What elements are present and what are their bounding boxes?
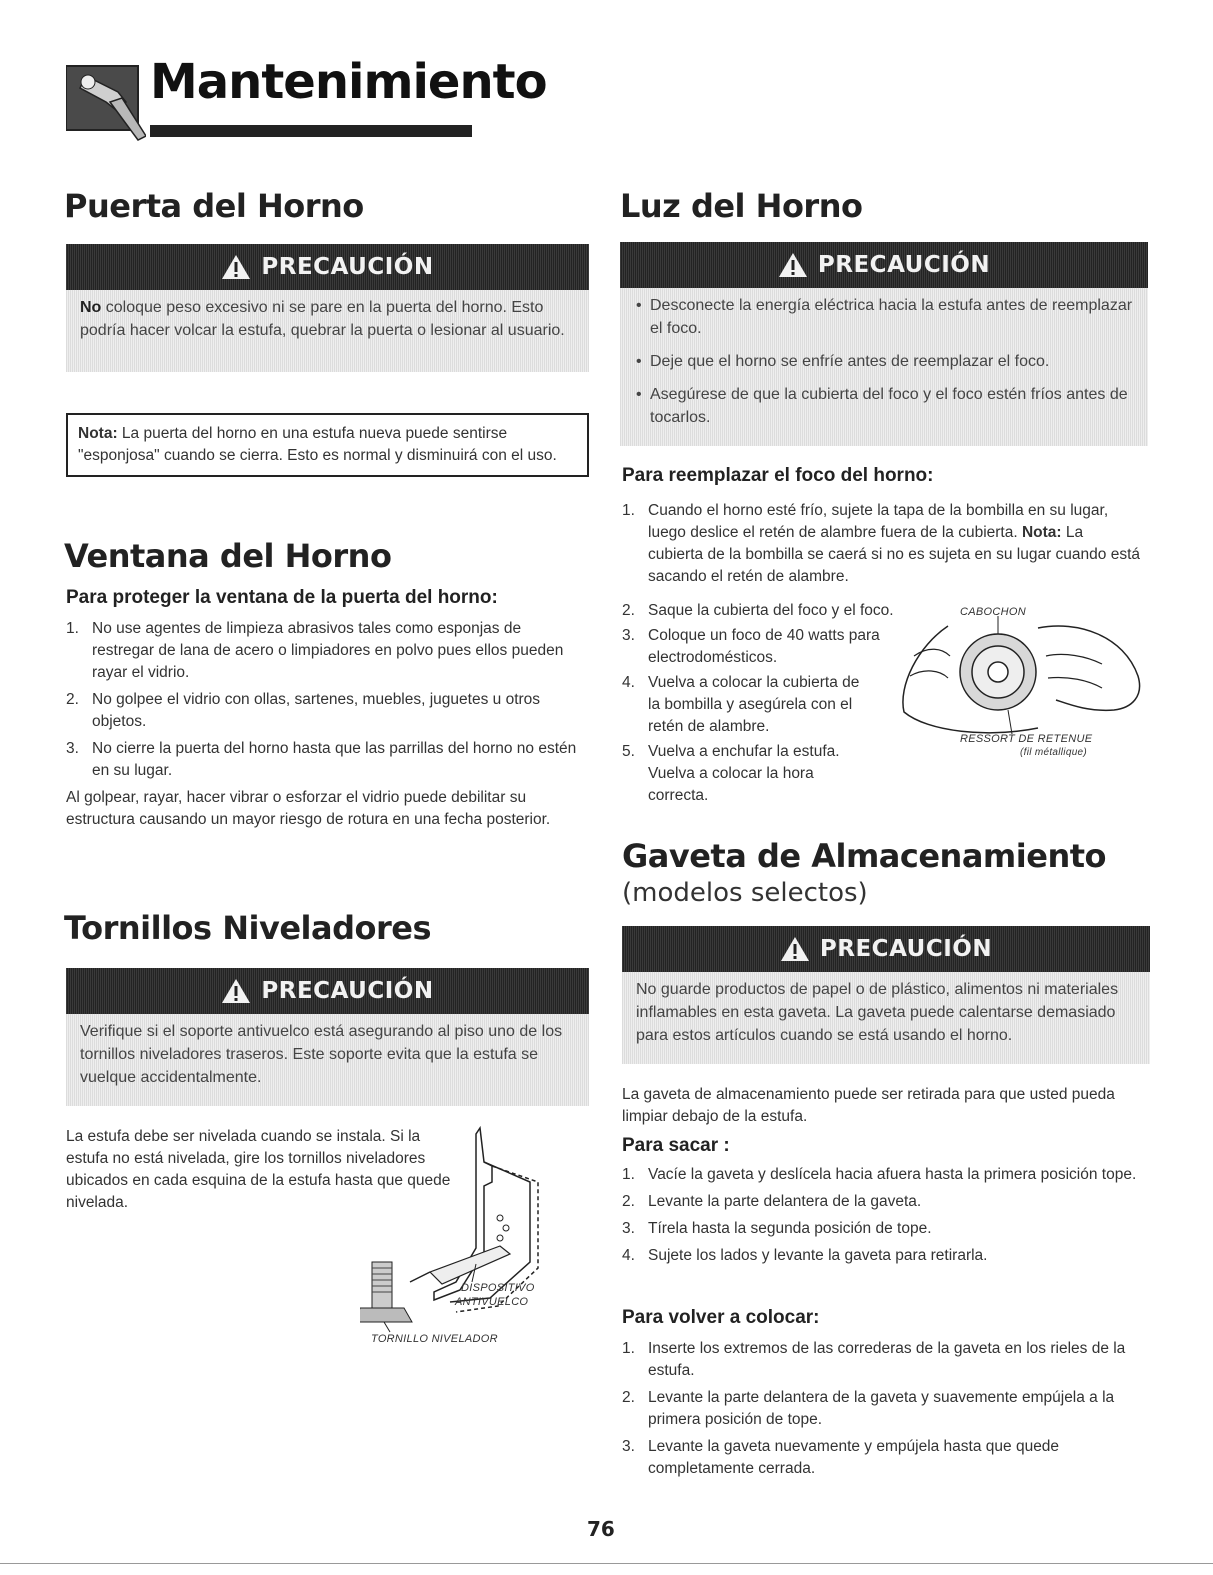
heading-tornillos: Tornillos Niveladores (64, 909, 431, 947)
warning-text: No guarde productos de papel o de plástico, alimentos ni materiales inflamables en esta gaveta. La gaveta puede calentarse demasiado para estos artículos cuando se está usando el horno. (636, 981, 1119, 1044)
list-item: 2. Levante la parte delantera de la gaveta y suavemente empújela a la primera posición de tope. (622, 1389, 1115, 1428)
list-item: 3. Levante la gaveta nuevamente y empújela hasta que quede completamente cerrada. (622, 1438, 1060, 1477)
heading-ventana: Ventana del Horno (64, 537, 392, 575)
subheading-colocar: Para volver a colocar: (622, 1307, 820, 1328)
warning-text: Verifique si el soporte antivuelco está asegurando al piso uno de los tornillos niveladores traseros. Este soporte evita que la estufa se vuelque accidentalmente. (80, 1023, 563, 1086)
warning-triangle-icon (221, 254, 251, 280)
ventana-list (66, 618, 586, 831)
subheading-ventana: Para proteger la ventana de la puerta del horno: (66, 587, 498, 608)
list-item: 1. No use agentes de limpieza abrasivos tales como esponjas de restregar de lana de acero o limpiadores en polvo pues ellos pueden rayar el vidrio. (66, 620, 564, 681)
label-dispositivo: DISPOSITIVO (461, 1282, 535, 1294)
list-item: 5. Vuelva a enchufar la estufa. Vuelva a colocar la hora correcta. (622, 743, 840, 804)
label-ressort: RESSORT DE RETENUE (960, 733, 1093, 745)
warning-box-gaveta (622, 926, 1150, 1064)
warning-box-puerta (66, 244, 589, 372)
page-number: 76 (587, 1517, 615, 1541)
oven-light-illustration (888, 616, 1150, 740)
list-item: 1. Vacíe la gaveta y deslícela hacia afuera hasta la primera posición tope. (622, 1166, 1137, 1183)
list-item: 4. Sujete los lados y levante la gaveta para retirarla. (622, 1247, 988, 1264)
warning-header (66, 244, 589, 290)
list-item: 3. Coloque un foco de 40 watts para electrodomésticos. (622, 627, 880, 666)
page-title: Mantenimiento (150, 54, 547, 110)
heading-gaveta: Gaveta de Almacenamiento (622, 837, 1106, 875)
note-text: La puerta del horno en una estufa nueva puede sentirse "esponjosa" cuando se cierra. Esto es normal y disminuirá con el uso. (78, 425, 557, 464)
gaveta-subtitle: (modelos selectos) (622, 878, 868, 908)
wrench-icon (66, 62, 146, 144)
label-antivuelco: ANTIVUELCO (455, 1296, 529, 1308)
warning-text (66, 290, 589, 350)
warning-title: PRECAUCIÓN (261, 978, 434, 1004)
heading-puerta: Puerta del Horno (64, 187, 364, 225)
list-item: 2. Saque la cubierta del foco y el foco. (622, 602, 894, 619)
warning-triangle-icon (778, 252, 808, 278)
luz-item-1: 1. Cuando el horno esté frío, sujete la tapa de la bombilla en su lugar, luego deslice el retén de alambre fuera de la cubierta. Nota: La cubierta de la bombilla se caerá si no es sujeta en su lugar cuando está sacando el retén de alambre. (622, 502, 1140, 585)
warning-title: PRECAUCIÓN (261, 254, 434, 280)
warning-box-luz (620, 242, 1148, 446)
warning-item: • Asegúrese de que la cubierta del foco y el foco estén fríos antes de tocarlos. (636, 386, 1128, 426)
sacar-list (622, 1164, 1142, 1272)
warning-item: • Desconecte la energía eléctrica hacia la estufa antes de reemplazar el foco. (636, 297, 1133, 337)
warning-header (620, 242, 1148, 288)
warning-title: PRECAUCIÓN (819, 936, 993, 962)
warning-box-tornillos (66, 968, 589, 1106)
luz-list (622, 600, 922, 812)
ventana-paragraph: Al golpear, rayar, hacer vibrar o esforzar el vidrio puede debilitar su estructura causando un mayor riesgo de rotura en una fecha posterior. (66, 789, 551, 828)
list-item: 4. Vuelva a colocar la cubierta de la bombilla y asegúrela con el retén de alambre. (622, 674, 860, 735)
list-item: 3. No cierre la puerta del horno hasta que las parrillas del horno no estén en su lugar. (66, 740, 577, 779)
note-label: Nota: (78, 425, 118, 442)
label-fil: (fil métallique) (1020, 747, 1088, 758)
warning-item: • Deje que el horno se enfríe antes de reemplazar el foco. (636, 353, 1050, 370)
warning-header (66, 968, 589, 1014)
warning-header (622, 926, 1150, 972)
gaveta-paragraph: La gaveta de almacenamiento puede ser retirada para que usted pueda limpiar debajo de la estufa. (622, 1086, 1115, 1125)
list-item: 2. Levante la parte delantera de la gaveta. (622, 1193, 922, 1210)
list-item: 3. Tírela hasta la segunda posición de tope. (622, 1220, 932, 1237)
warning-lead: No (80, 299, 102, 316)
tornillos-paragraph: La estufa debe ser nivelada cuando se instala. Si la estufa no está nivelada, gire los tornillos niveladores ubicados en cada esquina de la estufa hasta que quede nivelada. (66, 1128, 451, 1211)
title-underline (150, 125, 472, 137)
label-tornillo: TORNILLO NIVELADOR (371, 1333, 498, 1345)
warning-body: coloque peso excesivo ni se pare en la puerta del horno. Esto podría hacer volcar la estufa, quebrar la puerta o lesionar al usuario. (80, 299, 565, 339)
warning-title: PRECAUCIÓN (817, 252, 991, 278)
warning-triangle-icon (780, 936, 810, 962)
label-cabochon: CABOCHON (960, 606, 1026, 618)
subheading-luz: Para reemplazar el foco del horno: (622, 465, 934, 486)
anti-tip-bracket-illustration (360, 1122, 560, 1352)
colocar-list (622, 1338, 1142, 1485)
footer-rule (0, 1563, 1213, 1564)
list-item: 1. Inserte los extremos de las correderas de la gaveta en los rieles de la estufa. (622, 1340, 1126, 1379)
heading-luz: Luz del Horno (620, 187, 863, 225)
note-box (66, 413, 589, 477)
warning-triangle-icon (221, 978, 251, 1004)
subheading-sacar: Para sacar : (622, 1135, 730, 1156)
list-item: 2. No golpee el vidrio con ollas, sartenes, muebles, juguetes u otros objetos. (66, 691, 541, 730)
